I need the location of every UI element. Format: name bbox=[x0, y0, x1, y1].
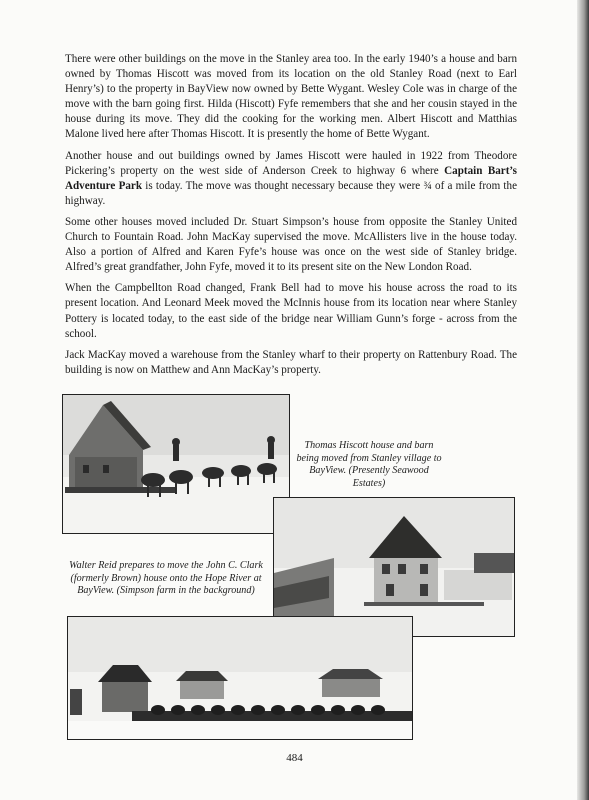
article-body bbox=[65, 52, 517, 378]
photo-barn-moving bbox=[62, 394, 290, 534]
paragraph-bart-before: Another house and out buildings owned by James Hiscott were hauled in 1922 from Theodore Pickering’s property on the west side of Anderson Creek to highway 6 where bbox=[65, 149, 517, 177]
caption-walter-reid: Walter Reid prepares to move the John C. Clark (formerly Brown) house onto the Hope River at BayView. (Simpson farm in the background) bbox=[69, 560, 263, 597]
paragraph-warehouse: Jack MacKay moved a warehouse from the Stanley wharf to their property on Rattenbury Road. The building is now on Matthew and Ann MacKay’s property. bbox=[65, 348, 517, 376]
paragraph-campbellton-road: When the Campbellton Road changed, Frank Bell had to move his house across the road to its present location. And Leonard Meek moved the McInnis house from its location near where Stanley Pottery is located today, to the east side of the bridge near William Gunn’s forge - across from the school. bbox=[65, 282, 517, 340]
photo-village-snow bbox=[67, 616, 413, 740]
paragraph-other-houses: Some other houses moved included Dr. Stuart Simpson’s house from opposite the Stanley United Church to Fountain Road. John MacKay supervised the move. McAllisters live in the house today. Also a portion of Alfred and Karen Fyfe’s house was once on the west side of Stanley bridge. Alfred’s great grandfather, John Fyfe, moved it to its present site on the New London Road. bbox=[65, 215, 517, 274]
caption-hiscott-barn: Thomas Hiscott house and barn being moved from Stanley village to BayView. (Presently Seawood Estates) bbox=[296, 440, 442, 489]
page-edge-shadow bbox=[577, 0, 589, 800]
paragraph-bart-after: is today. The move was thought necessary because they were ¾ of a mile from the highway. bbox=[65, 179, 517, 207]
barn-moving-image bbox=[63, 395, 289, 533]
village-snow-image bbox=[68, 617, 412, 739]
captain-barts-park-name: Captain Bart’s Adventure Park bbox=[65, 164, 517, 192]
paragraph-james-hiscott bbox=[65, 149, 517, 209]
paragraph-hiscott-move: There were other buildings on the move in the Stanley area too. In the early 1940’s a house and barn owned by Thomas Hiscott was moved from its location on the old Stanley Road (next to Earl Henry’s) to the property in BayView now owned by Bette Wygant. Wesley Cole was in charge of the move with the barn going first. Hilda (Hiscott) Fyfe remembers that she and her cousin stayed in the house during its move. They did the cooking for the working men. Albert Hiscott and Matthias Malone lived here after Thomas Hiscott. It is presently the home of Bette Wygant. bbox=[65, 53, 517, 141]
page-number: 484 bbox=[286, 752, 303, 764]
